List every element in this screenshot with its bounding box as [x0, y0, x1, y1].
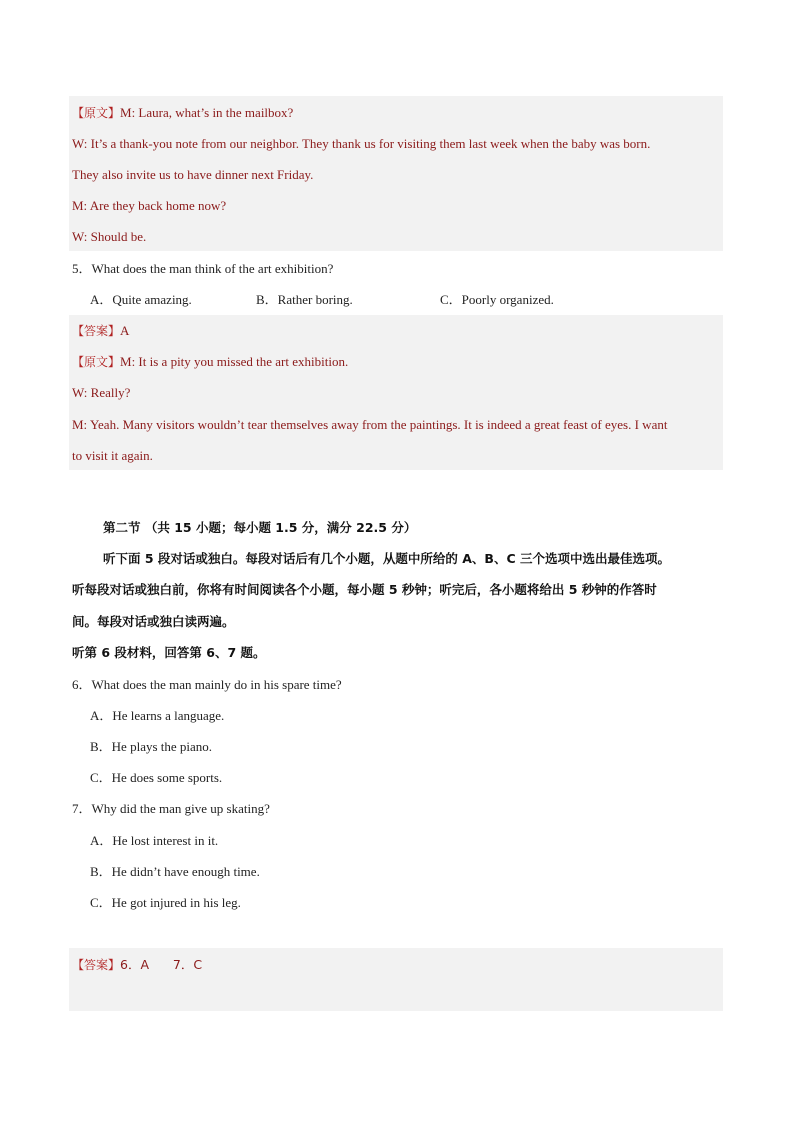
- material-heading: 听第 6 段材料，回答第 6、7 题。: [72, 645, 266, 660]
- transcript-line: W: It’s a thank-you note from our neighbor. They thank us for visiting them last week when the baby was born.: [72, 136, 651, 151]
- transcript-line: They also invite us to have dinner next Friday.: [72, 167, 314, 182]
- answer-value: 6．A 7．C: [120, 957, 203, 972]
- transcript-text: M: Laura, what’s in the mailbox?: [120, 105, 294, 120]
- option-a: A．He lost interest in it.: [90, 833, 219, 848]
- answer-tag: 【答案】: [72, 324, 121, 338]
- answer-tag: 【答案】: [72, 958, 121, 972]
- transcript-line: W: Really?: [72, 385, 131, 400]
- section-intro: 听下面 5 段对话或独白。每段对话后有几个小题，从题中所给的 A、B、C 三个选项中选出最佳选项。: [103, 551, 670, 566]
- option-b: B．Rather boring.: [256, 292, 353, 307]
- answer-box: [69, 315, 723, 470]
- question-6: 6．What does the man mainly do in his spare time?: [72, 677, 342, 692]
- answer-line: [72, 956, 202, 974]
- option-a: A．Quite amazing.: [90, 292, 192, 307]
- section-heading: 第二节 （共 15 小题；每小题 1.5 分，满分 22.5 分）: [103, 520, 417, 535]
- transcript-line: to visit it again.: [72, 448, 153, 463]
- answer-line: [72, 322, 129, 340]
- script-tag: 【原文】: [72, 106, 121, 120]
- transcript-line: [72, 104, 293, 122]
- transcript-line: M: Are they back home now?: [72, 198, 227, 213]
- option-c: C．Poorly organized.: [440, 292, 554, 307]
- question-7: 7．Why did the man give up skating?: [72, 801, 270, 816]
- script-tag: 【原文】: [72, 355, 121, 369]
- option-c: C．He got injured in his leg.: [90, 895, 241, 910]
- question-5: 5．What does the man think of the art exhibition?: [72, 261, 334, 276]
- transcript-line: W: Should be.: [72, 229, 147, 244]
- transcript-line: M: Yeah. Many visitors wouldn’t tear themselves away from the paintings. It is indeed a great feast of eyes. I want: [72, 417, 668, 432]
- transcript-text: M: It is a pity you missed the art exhibition.: [120, 354, 349, 369]
- option-c: C．He does some sports.: [90, 770, 223, 785]
- section-intro: 间。每段对话或独白读两遍。: [72, 614, 235, 629]
- transcript-line: [72, 353, 348, 371]
- option-b: B．He plays the piano.: [90, 739, 213, 754]
- answer-value: A: [120, 323, 130, 338]
- section-intro: 听每段对话或独白前，你将有时间阅读各个小题，每小题 5 秒钟；听完后，各小题将给出 5 秒钟的作答时: [72, 582, 657, 597]
- option-b: B．He didn’t have enough time.: [90, 864, 260, 879]
- option-a: A．He learns a language.: [90, 708, 225, 723]
